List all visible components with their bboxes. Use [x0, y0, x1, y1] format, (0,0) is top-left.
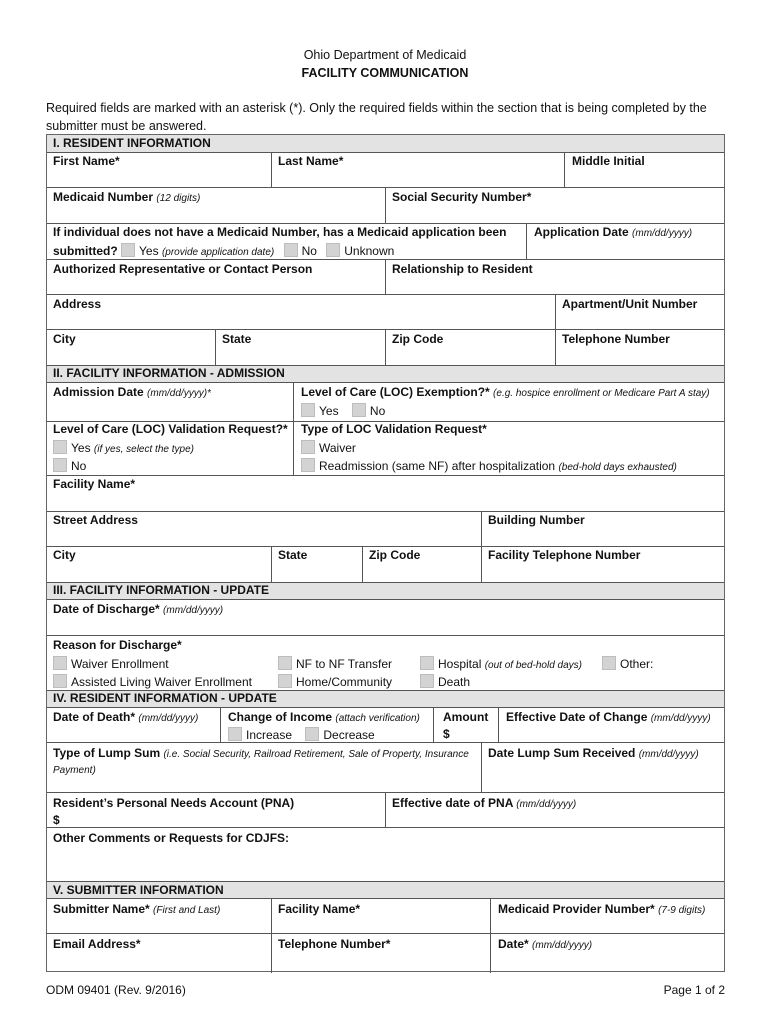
- amount-dollar: $: [443, 727, 450, 741]
- agency-name: Ohio Department of Medicaid: [303, 48, 467, 62]
- loc-request-no[interactable]: No: [53, 458, 86, 474]
- lump-sum-date-field[interactable]: Date Lump Sum Received (mm/dd/yyyy): [488, 746, 699, 760]
- loc-type-label: Type of LOC Validation Request*: [301, 422, 487, 436]
- checkbox-loc-yes[interactable]: [53, 440, 67, 454]
- provider-number-field[interactable]: Medicaid Provider Number* (7-9 digits): [498, 902, 706, 916]
- checkbox-waiver-enrollment[interactable]: [53, 656, 67, 670]
- loc-request-label: Level of Care (LOC) Validation Request?*: [53, 422, 288, 436]
- form-number: ODM 09401 (Rev. 9/2016): [46, 983, 186, 997]
- effective-change-field[interactable]: Effective Date of Change (mm/dd/yyyy): [506, 710, 711, 724]
- zip-field[interactable]: Zip Code: [392, 332, 444, 346]
- section-title-resident: I. RESIDENT INFORMATION: [53, 136, 211, 150]
- checkbox-app-yes[interactable]: [121, 243, 135, 257]
- application-options: submitted? Yes (provide application date) No Unknown: [53, 244, 395, 258]
- fac-state-field[interactable]: State: [278, 548, 308, 562]
- admission-date-field[interactable]: Admission Date (mm/dd/yyyy)*: [53, 385, 211, 399]
- medicaid-number-field[interactable]: Medicaid Number (12 digits): [53, 190, 201, 204]
- fac-zip-field[interactable]: Zip Code: [369, 548, 421, 562]
- discharge-date-field[interactable]: Date of Discharge* (mm/dd/yyyy): [53, 602, 224, 616]
- death-date-field[interactable]: Date of Death* (mm/dd/yyyy): [53, 710, 199, 724]
- auth-rep-field[interactable]: Authorized Representative or Contact Person: [53, 262, 313, 276]
- sub-facility-field[interactable]: Facility Name*: [278, 902, 361, 916]
- reason-hospital[interactable]: Hospital (out of bed-hold days): [420, 656, 582, 673]
- middle-initial-field[interactable]: Middle Initial: [572, 154, 645, 168]
- page-number: Page 1 of 2: [663, 983, 725, 997]
- fac-phone-field[interactable]: Facility Telephone Number: [488, 548, 641, 562]
- section-title-facility-update: III. FACILITY INFORMATION - UPDATE: [53, 583, 269, 597]
- checkbox-assisted-living[interactable]: [53, 674, 67, 688]
- reason-death[interactable]: Death: [420, 674, 470, 690]
- application-question: If individual does not have a Medicaid Number, has a Medicaid application been: [53, 225, 507, 239]
- pna-dollar: $: [53, 813, 60, 827]
- discharge-reason-label: Reason for Discharge*: [53, 638, 182, 652]
- reason-waiver[interactable]: Waiver Enrollment: [53, 656, 169, 672]
- email-field[interactable]: Email Address*: [53, 937, 141, 951]
- lump-sum-type-field[interactable]: Type of Lump Sum (i.e. Social Security, Railroad Retirement, Sale of Property, Insurance: [53, 746, 469, 760]
- checkbox-home-community[interactable]: [278, 674, 292, 688]
- address-field[interactable]: Address: [53, 297, 102, 311]
- amount-field[interactable]: Amount: [443, 710, 489, 724]
- checkbox-exemption-yes[interactable]: [301, 403, 315, 417]
- checkbox-app-unknown[interactable]: [326, 243, 340, 257]
- checkbox-loc-no[interactable]: [53, 458, 67, 472]
- state-field[interactable]: State: [222, 332, 252, 346]
- form-grid: [46, 134, 725, 972]
- loc-type-readmission[interactable]: Readmission (same NF) after hospitalization (bed-hold days exhausted): [301, 458, 677, 475]
- checkbox-death[interactable]: [420, 674, 434, 688]
- apt-field[interactable]: Apartment/Unit Number: [562, 297, 698, 311]
- facility-name-field[interactable]: Facility Name*: [53, 477, 136, 491]
- fac-city-field[interactable]: City: [53, 548, 76, 562]
- checkbox-increase[interactable]: [228, 727, 242, 741]
- sub-phone-field[interactable]: Telephone Number*: [278, 937, 391, 951]
- loc-request-yes[interactable]: Yes (if yes, select the type): [53, 440, 194, 457]
- pna-date-field[interactable]: Effective date of PNA (mm/dd/yyyy): [392, 796, 577, 810]
- checkbox-readmission[interactable]: [301, 458, 315, 472]
- checkbox-hospital[interactable]: [420, 656, 434, 670]
- street-field[interactable]: Street Address: [53, 513, 138, 527]
- section-title-submitter: V. SUBMITTER INFORMATION: [53, 883, 224, 897]
- phone-field[interactable]: Telephone Number: [562, 332, 670, 346]
- loc-type-waiver[interactable]: Waiver: [301, 440, 356, 456]
- income-change-options: Increase Decrease: [228, 727, 375, 743]
- checkbox-app-no[interactable]: [284, 243, 298, 257]
- loc-exemption-options: Yes No: [301, 403, 385, 419]
- reason-home[interactable]: Home/Community: [278, 674, 392, 690]
- ssn-field[interactable]: Social Security Number*: [392, 190, 532, 204]
- checkbox-decrease[interactable]: [305, 727, 319, 741]
- section-title-resident-update: IV. RESIDENT INFORMATION - UPDATE: [53, 691, 277, 705]
- intro-text: Required fields are marked with an asterisk (*). Only the required fields within the section that is being completed by the submitter must be answered.: [46, 101, 707, 133]
- building-field[interactable]: Building Number: [488, 513, 585, 527]
- application-date-field[interactable]: Application Date (mm/dd/yyyy): [534, 225, 693, 239]
- checkbox-waiver[interactable]: [301, 440, 315, 454]
- section-title-admission: II. FACILITY INFORMATION - ADMISSION: [53, 366, 285, 380]
- first-name-field[interactable]: First Name*: [53, 154, 120, 168]
- reason-assisted[interactable]: Assisted Living Waiver Enrollment: [53, 674, 252, 690]
- checkbox-exemption-no[interactable]: [352, 403, 366, 417]
- reason-nf-transfer[interactable]: NF to NF Transfer: [278, 656, 392, 672]
- city-field[interactable]: City: [53, 332, 76, 346]
- sub-date-field[interactable]: Date* (mm/dd/yyyy): [498, 937, 593, 951]
- submitter-name-field[interactable]: Submitter Name* (First and Last): [53, 902, 221, 916]
- income-change-label: Change of Income (attach verification): [228, 710, 420, 724]
- checkbox-other[interactable]: [602, 656, 616, 670]
- loc-exemption-label: Level of Care (LOC) Exemption?* (e.g. hospice enrollment or Medicare Part A stay): [301, 385, 710, 399]
- last-name-field[interactable]: Last Name*: [278, 154, 344, 168]
- reason-other[interactable]: Other:: [602, 656, 653, 672]
- lump-sum-type-hint: Payment): [53, 765, 96, 776]
- pna-field[interactable]: Resident’s Personal Needs Account (PNA): [53, 796, 295, 810]
- form-title: FACILITY COMMUNICATION: [301, 66, 469, 80]
- relationship-field[interactable]: Relationship to Resident: [392, 262, 533, 276]
- checkbox-nf-transfer[interactable]: [278, 656, 292, 670]
- comments-field[interactable]: Other Comments or Requests for CDJFS:: [53, 831, 290, 845]
